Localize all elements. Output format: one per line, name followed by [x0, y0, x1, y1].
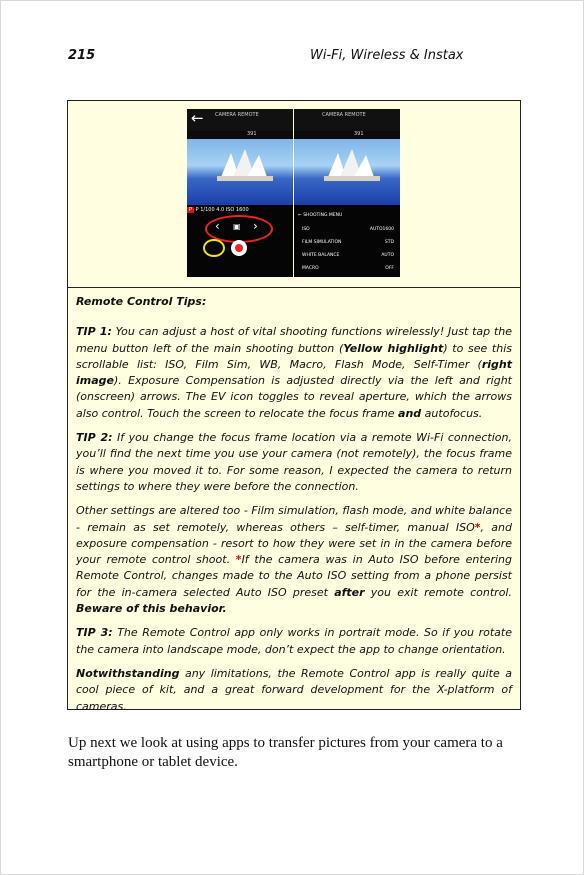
tips-heading: Remote Control Tips: [76, 295, 207, 308]
page-number: 215 [68, 48, 96, 63]
back-arrow-icon: ← [191, 109, 204, 127]
ev-toggle-icon[interactable]: ▣ [233, 222, 241, 231]
opera-house-image [217, 147, 273, 181]
shutter-button[interactable] [231, 240, 247, 256]
tip-3: TIP 3: The Remote Control app only works in portrait mode. So if you rotate the camera into landscape mode, don’t expect the app to change orientation. [76, 626, 512, 656]
shooting-menu-title: ← SHOOTING MENU [298, 213, 343, 218]
opera-house-image [324, 147, 380, 181]
tip-1: TIP 1: You can adjust a host of vital shooting functions wirelessly! Just tap the menu button left of the main shooting button (Yellow highlight) to see this scrollable list: ISO, Film Sim, WB, Macro, Flash Mode, Self-Timer (right image). Exposure Compensation is adjusted directly via the left and right (onscreen) arrows. The EV icon toggles to reveal aperture, which the arrows also control. Touch the screen to relocate the focus frame and autofocus. [76, 325, 512, 420]
screenshot-row [68, 101, 520, 288]
remote-screen-left [187, 109, 293, 277]
shots-remaining: 391 [247, 131, 257, 137]
tips-box [67, 100, 521, 713]
body-paragraph: Up next we look at using apps to transfer pictures from your camera to a smartphone or tablet device. [68, 735, 503, 770]
exposure-row: P P 1/100 4.0 ISO 1600 [189, 207, 249, 213]
menu-item-film-sim[interactable]: FILM SIMULATION STD [302, 240, 394, 245]
app-topbar [187, 109, 293, 131]
app-title: CAMERA REMOTE [215, 112, 259, 118]
app-title: CAMERA REMOTE [322, 112, 366, 118]
menu-item-macro[interactable]: MACRO OFF [302, 266, 394, 271]
live-view-photo [187, 139, 293, 205]
live-view-photo [294, 139, 400, 205]
app-topbar [294, 109, 400, 131]
closing-paragraph: Notwithstanding any limitations, the Remote Control app is really quite a cool piece of kit, and a great forward development for the X-platform of cameras. [76, 666, 512, 713]
exposure-values: P 1/100 4.0 ISO 1600 [195, 207, 249, 213]
tip-2: TIP 2: If you change the focus frame location via a remote Wi-Fi connection, you’ll find the next time you use your camera (not remotely), the focus frame is where you moved it to. For some reason, I expected the camera to return settings to where they were before the connection. [76, 431, 512, 493]
menu-item-white-balance[interactable]: WHITE BALANCE AUTO [302, 253, 394, 258]
chapter-title: Wi-Fi, Wireless & Instax [310, 48, 464, 63]
ev-left-arrow-icon[interactable]: ‹ [215, 219, 220, 233]
shots-remaining: 391 [354, 131, 364, 137]
status-row [187, 131, 293, 139]
tips-text [76, 294, 512, 723]
menu-item-iso[interactable]: ISO AUTO1600 [302, 227, 394, 232]
other-settings-paragraph: Other settings are altered too - Film simulation, flash mode, and white balance - remain as set remotely, whereas others – self-timer, manual ISO*, and exposure compensation - resort to how they were set in in the camera before your remote control shoot. *If the camera was in Auto ISO before entering Remote Control, changes made to the Auto ISO setting from a phone persist for the in-camera selected Auto ISO preset after you exit remote control. Beware of this behavior. [76, 504, 512, 616]
remote-screen-right [294, 109, 400, 277]
menu-button-highlight[interactable] [203, 239, 225, 257]
status-row [294, 131, 400, 139]
ev-right-arrow-icon[interactable]: › [253, 219, 258, 233]
